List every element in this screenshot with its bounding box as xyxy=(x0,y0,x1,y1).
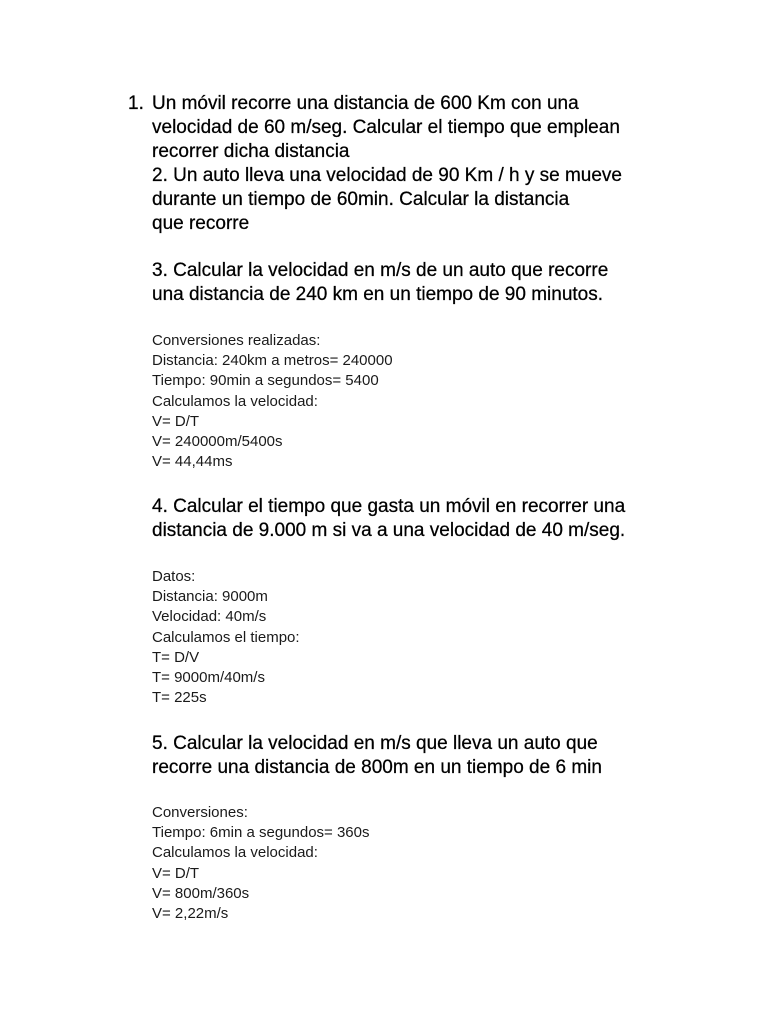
problem-3-solution xyxy=(152,331,552,472)
solution-line: Calculamos la velocidad: xyxy=(152,392,318,410)
problem-1-statement xyxy=(128,92,712,164)
solution-line: V= 2,22m/s xyxy=(152,905,229,923)
solution-line: Datos: xyxy=(152,568,196,585)
solution-line: T= D/V xyxy=(152,648,200,666)
problem-5-solution xyxy=(152,803,552,924)
solution-line: Conversiones: xyxy=(152,804,248,821)
solution-line: T= 225s xyxy=(152,689,207,707)
problem-2-statement xyxy=(152,164,712,236)
solution-line: V= 44,44ms xyxy=(152,453,233,471)
problem-2-line: que recorre xyxy=(152,213,250,234)
problem-3-line: 3. Calcular la velocidad en m/s de un auto que recorre xyxy=(152,260,609,281)
solution-line: Distancia: 240km a metros= 240000 xyxy=(152,352,393,370)
solution-line: Calculamos el tiempo: xyxy=(152,628,300,646)
solution-line: Conversiones realizadas: xyxy=(152,332,321,349)
problem-3-statement xyxy=(152,259,712,307)
solution-line: V= 800m/360s xyxy=(152,884,250,902)
problem-4-solution xyxy=(152,567,552,708)
solution-line: Tiempo: 90min a segundos= 5400 xyxy=(152,372,379,390)
solution-line: Calculamos la velocidad: xyxy=(152,844,318,862)
problem-1-line: velocidad de 60 m/seg. Calcular el tiempo que emplean xyxy=(152,117,620,138)
problem-5-line: recorre una distancia de 800m en un tiempo de 6 min xyxy=(152,757,602,778)
problem-5-line: 5. Calcular la velocidad en m/s que lleva un auto que xyxy=(152,733,598,754)
problem-1-line: Un móvil recorre una distancia de 600 Km con una xyxy=(152,93,579,114)
solution-line: Velocidad: 40m/s xyxy=(152,608,267,626)
problem-1-line: recorrer dicha distancia xyxy=(152,141,350,162)
solution-line: V= 240000m/5400s xyxy=(152,433,283,451)
solution-line: Distancia: 9000m xyxy=(152,588,268,606)
problem-4-statement xyxy=(152,495,712,543)
problem-5-statement xyxy=(152,732,712,780)
problem-2-line: 2. Un auto lleva una velocidad de 90 Km / h y se mueve xyxy=(152,165,622,186)
solution-line: V= D/T xyxy=(152,412,200,430)
problem-2-line: durante un tiempo de 60min. Calcular la distancia xyxy=(152,189,570,210)
solution-line: V= D/T xyxy=(152,864,200,882)
solution-line: T= 9000m/40m/s xyxy=(152,669,265,687)
problem-4-line: 4. Calcular el tiempo que gasta un móvil en recorrer una xyxy=(152,496,626,517)
problem-4-line: distancia de 9.000 m si va a una velocidad de 40 m/seg. xyxy=(152,520,626,541)
solution-line: Tiempo: 6min a segundos= 360s xyxy=(152,824,370,842)
problem-3-line: una distancia de 240 km en un tiempo de 90 minutos. xyxy=(152,284,604,305)
problem-1-number: 1. xyxy=(128,93,144,114)
